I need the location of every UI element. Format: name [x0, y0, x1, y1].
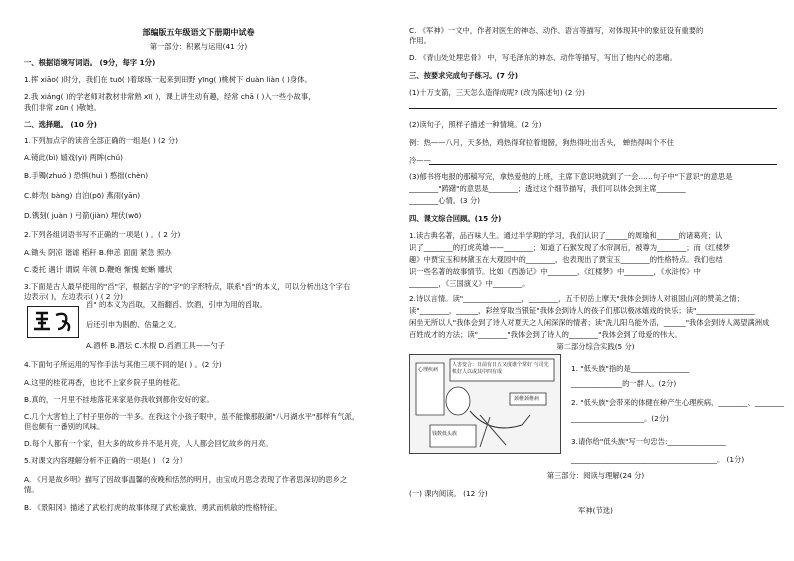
q2-4-option-c-cont: 但也颇有一番别的风味。 [24, 422, 105, 431]
q1-1: 1.挥 xiāo( )时分，我们在 tuō( )着球练一起来到田野 yīng( )桃树下 duàn liàn ( )身体。 [24, 75, 312, 84]
q2-2-options-cd: C.委托 遇计 谓娱 年领 D.鞭炮 惭愧 蛇蜥 雕状 [24, 265, 173, 274]
q2-1-option-a: A.镜此(bì) 嬉戏(yì) 两眸(chǔ) [24, 153, 123, 162]
cartoon-label-3: 钱数低头族 [432, 431, 458, 437]
cartoon-caption: 人害变合：日前有日五又度谁个常好 与司先机好人以或其中四有成 [452, 362, 549, 375]
right-column [397, 0, 794, 561]
q2-1-option-d: D.镌刻( juàn ) 弓箭(jiàn) 埋伏(wō) [24, 211, 142, 220]
q4-2b: 读"________，______，彩丝穿取当银钲"我体会到诗人的孩子们那以极冰嬉戏的快乐；读"________________ [409, 306, 755, 315]
cartoon-label-2: 颈椎颈椎病 [514, 396, 540, 402]
img-q2: 2. "低头族"会带来的体健在种产生心理疾病、________、________ [571, 398, 785, 407]
img-q3-cont: ________________________________________。 (1分) [571, 455, 745, 464]
q2-1-option-b: B.手镯(zhuó ) 恐惧(huì ) 憨拙(chèn) [24, 171, 149, 180]
img-q1-cont: ______________的一群人。(2分) [571, 379, 677, 388]
q2-1-option-c: C.蚌壳( bàng) 自泊(pō) 燕雨(yān) [24, 191, 141, 200]
q3-3c: ________心情。(3 分) [409, 196, 481, 205]
q2-5: 5.对课文内容理解分析不正确的一项是( ) （2 分） [24, 456, 187, 465]
ancient-yao-glyph-icon [28, 307, 78, 337]
section1-heading: 一、根据语境写词语。 (9分，每字 1分) [24, 58, 156, 67]
q2-4: 4.下面句子所运用的写作手法与其他三项不同的是( ) 。(2 分) [24, 360, 222, 369]
q2-3b: 边表示( )，左边表示( ) ( 2 分) [24, 292, 123, 301]
reading-section-1: (一) 课内阅读。 (12 分) [409, 489, 488, 498]
ancient-character-image [27, 306, 79, 338]
q1-2b: 我们非常 zūn ( )敬她。 [24, 103, 101, 112]
low-head-cartoon-image [409, 354, 561, 454]
q2-5-option-c: C. 《军神》一文中，作者对医生的神态、动作、语言等描写，对体现其中的象征设有重要的 [409, 26, 704, 35]
answer-line [409, 108, 777, 109]
q2-4-option-c: C.几个大害怕上了村子里你的一半多。在我这个小孩子眼中，虽不能像那般湖"八月湖水平"那样有气派， [24, 412, 360, 421]
q2-4-option-a: A.这里的桂花再香，也比不上家乡院子里的桂花。 [24, 378, 185, 387]
q4-1b: 识了________的打虎英雄——________；知道了石猴发现了水帘洞后，被尊为________；而《红楼梦 [409, 243, 731, 252]
q2-1: 1.下列加点字的读音全部正确的一组是( ) (2 分) [24, 136, 178, 145]
section4-heading: 四、课文综合回顾。(15 分) [409, 214, 502, 223]
q2-5-option-a-cont: 情。 [24, 485, 39, 494]
q3-2: (2)读句子，照样子描述一种情境。(2 分) [409, 120, 542, 129]
q4-1a: 1.读古典名著，品百味人生。通过半学期的学习，我们认识了______的周瑜和______的诸葛亮；认 [409, 231, 723, 240]
q2-3a: 3.下面是古人最早使用的"舀"字，根据古字的"字"的字形特点，联系"舀"的本义，可以分析出这个字右 [24, 282, 351, 291]
q2-3c: 舀" 的本义为舀取，又指翻舀、饮酒，引申为用的舀取。 [86, 300, 267, 309]
q1-2a: 2.我 xiáng( )的学老师对教材非常熟 xī( )，课上讲生动有趣，经常 chā ( )入一些小故事， [24, 92, 316, 101]
cartoon-label-1: 心理疾病 [418, 367, 439, 373]
img-q1: 1. "低头族"指的是________________ [571, 364, 690, 373]
q2-5-option-d: D. 《青山处处埋忠骨》 中，写毛泽东的神态、动作等描写，写出了他内心的悲痛。 [409, 53, 677, 62]
q2-5-option-b: B. 《景阳冈》描述了武松打虎的故事体现了武松豪放、勇武而机敏的性格特征。 [24, 503, 282, 512]
part2-heading: 第二部分综合实践(5 分) [556, 342, 635, 351]
q4-2d: 百姓成才的方法；读"________"我体会到了诗人的________"我体会到了母爱的伟大。 [409, 330, 682, 339]
q2-3-options: A.酒杯 B.酒坛 C.木棍 D.舀酒工具——勺子 [86, 341, 225, 350]
q3-1: (1)十万支箭，三天怎么造得成呢? (改为陈述句) (2 分) [409, 88, 585, 97]
q2-2-options-ab: A.锄头 阴凉 谐谑 稻秆 B.伸恙 面面 紧急 照办 [24, 248, 172, 257]
q2-4-option-b: B.真的，一月里不挂地落花来家是你我收到都你安好的家。 [24, 395, 214, 404]
q2-4-option-d: D.每个人都有一个家，但大多的故乡并不是月亮，人人都会回忆故乡的月亮。 [24, 439, 273, 448]
q4-1c: 趣》中贾宝玉和林黛玉在大观园中的________，也表现出了贾宝玉________的性格特点。我们也结 [409, 255, 723, 264]
part1-heading: 第一部分：积累与运用(41 分) [149, 42, 248, 51]
q3-3a: (3)郁书将电报的那稿写完，拿热爱他的上班，主席下意识地就到了一会……句子中"下意识"的意思是 [409, 172, 733, 181]
answer-line [429, 164, 777, 165]
reading-title: 军神(节选) [578, 506, 613, 515]
img-q2-cont: ____________________。(2分) [571, 414, 669, 423]
q2-2: 2.下列各组词语书写不正确的一项是( ) 。( 2 分) [24, 230, 181, 239]
exam-title: 部编版五年级语文下册期中试卷 [142, 28, 255, 37]
q4-2a: 2.诗以言情。读"________________，________，五千仞岳上摩天"我体会到诗人对祖国山河的赞美之情； [409, 294, 744, 303]
part3-heading: 第三部分：阅读与理解(24 分) [546, 471, 645, 480]
q2-5-option-a: A. 《月是故乡明》描写了因故事温馨的夜晚和恬然的明月，由宝成月思念表现了作者思深切的思乡之 [24, 475, 348, 484]
q4-1e: ________，《三国演义》中________。 [409, 279, 530, 288]
q4-2c: 闲坐无所以人"我体会到了诗人对夏天之人闲深深的情者；读"洗儿阳乌能外活，______"我体会到诗人渴望满洲成 [409, 318, 770, 327]
q4-1d: 识一些名著的故事情节。比如《西游记》中________，《红楼梦》中________，《水浒传》中 [409, 267, 701, 276]
section3-heading: 三、按要求完成句子练习。(7 分) [409, 71, 519, 80]
section2-heading: 二、选择题。 (10 分) [24, 120, 97, 129]
q3-3b: ________"踌躇"的意思是________；透过这个细节描写，我们可以体会到主席________ [409, 184, 686, 193]
q3-2-cold: 冷—— [409, 156, 431, 165]
q3-2-example: 例：热——八月，天多热，鸡热得耷拉着翅膀，狗热得吐出舌头， 蝉热得叫个不住 [409, 138, 675, 147]
q2-3d: 后还引申为斟酌、估量之义。 [86, 320, 181, 329]
q2-5-option-c-cont: 作用。 [409, 36, 431, 45]
img-q3: 3.请你给"低头族"写一句忠告:________________ [571, 437, 726, 446]
